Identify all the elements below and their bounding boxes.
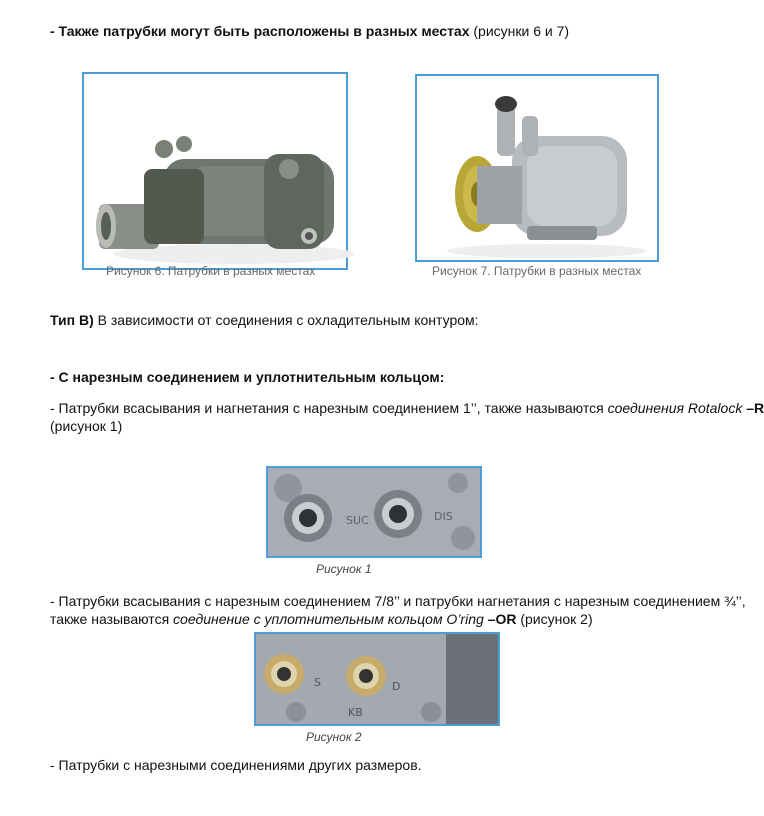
section-intro-normal: (рисунки 6 и 7) xyxy=(469,23,570,39)
figure-1-suc-label: SUC xyxy=(346,514,369,527)
threaded-heading xyxy=(50,368,444,386)
type-b-normal: В зависимости от соединения с охладительным контуром: xyxy=(93,312,479,328)
section-intro xyxy=(50,22,569,40)
figure-2-caption: Рисунок 2 xyxy=(306,730,362,744)
type-b-heading xyxy=(50,311,479,329)
figure-1-photo xyxy=(266,466,482,558)
para-1-line-2: (рисунок 1) xyxy=(50,418,123,434)
figure-2-s-label: S xyxy=(314,676,321,689)
figure-1-caption: Рисунок 1 xyxy=(316,562,372,576)
figure-6-caption: Рисунок 6. Патрубки в разных местах xyxy=(106,264,316,278)
para-2-line-2 xyxy=(50,610,593,628)
figure-6-photo xyxy=(82,72,348,270)
figure-7-caption: Рисунок 7. Патрубки в разных местах xyxy=(432,264,642,278)
type-b-bold: Тип В) xyxy=(50,312,94,328)
section-intro-bold: - Также патрубки могут быть расположены в разных местах xyxy=(50,23,470,39)
para-2-bold: –OR xyxy=(483,611,517,627)
threaded-heading-text: - С нарезным соединением и уплотнительным кольцом: xyxy=(50,369,445,385)
para-2-pre: также называются xyxy=(50,611,174,627)
figure-7-photo xyxy=(415,74,659,262)
para-2-line-1: - Патрубки всасывания с нарезным соединением 7/8’’ и патрубки нагнетания с нарезным соединением ¾’’, xyxy=(50,593,746,609)
para-1-bold: –R xyxy=(742,400,764,416)
para-2-italic: соединение с уплотнительным кольцом O’ring xyxy=(173,611,484,627)
para-1-italic: соединения Rotalock xyxy=(607,400,743,416)
para-3: - Патрубки с нарезными соединениями других размеров. xyxy=(50,757,422,773)
para-2-post: (рисунок 2) xyxy=(516,611,593,627)
figure-2-photo xyxy=(254,632,500,726)
para-1-line-1 xyxy=(50,399,764,417)
figure-2-kb-label: KB xyxy=(348,706,363,719)
figure-2-d-label: D xyxy=(392,680,401,693)
para-1-text: - Патрубки всасывания и нагнетания с нарезным соединением 1’’, также называются xyxy=(50,400,608,416)
figure-1-dis-label: DIS xyxy=(434,510,453,523)
